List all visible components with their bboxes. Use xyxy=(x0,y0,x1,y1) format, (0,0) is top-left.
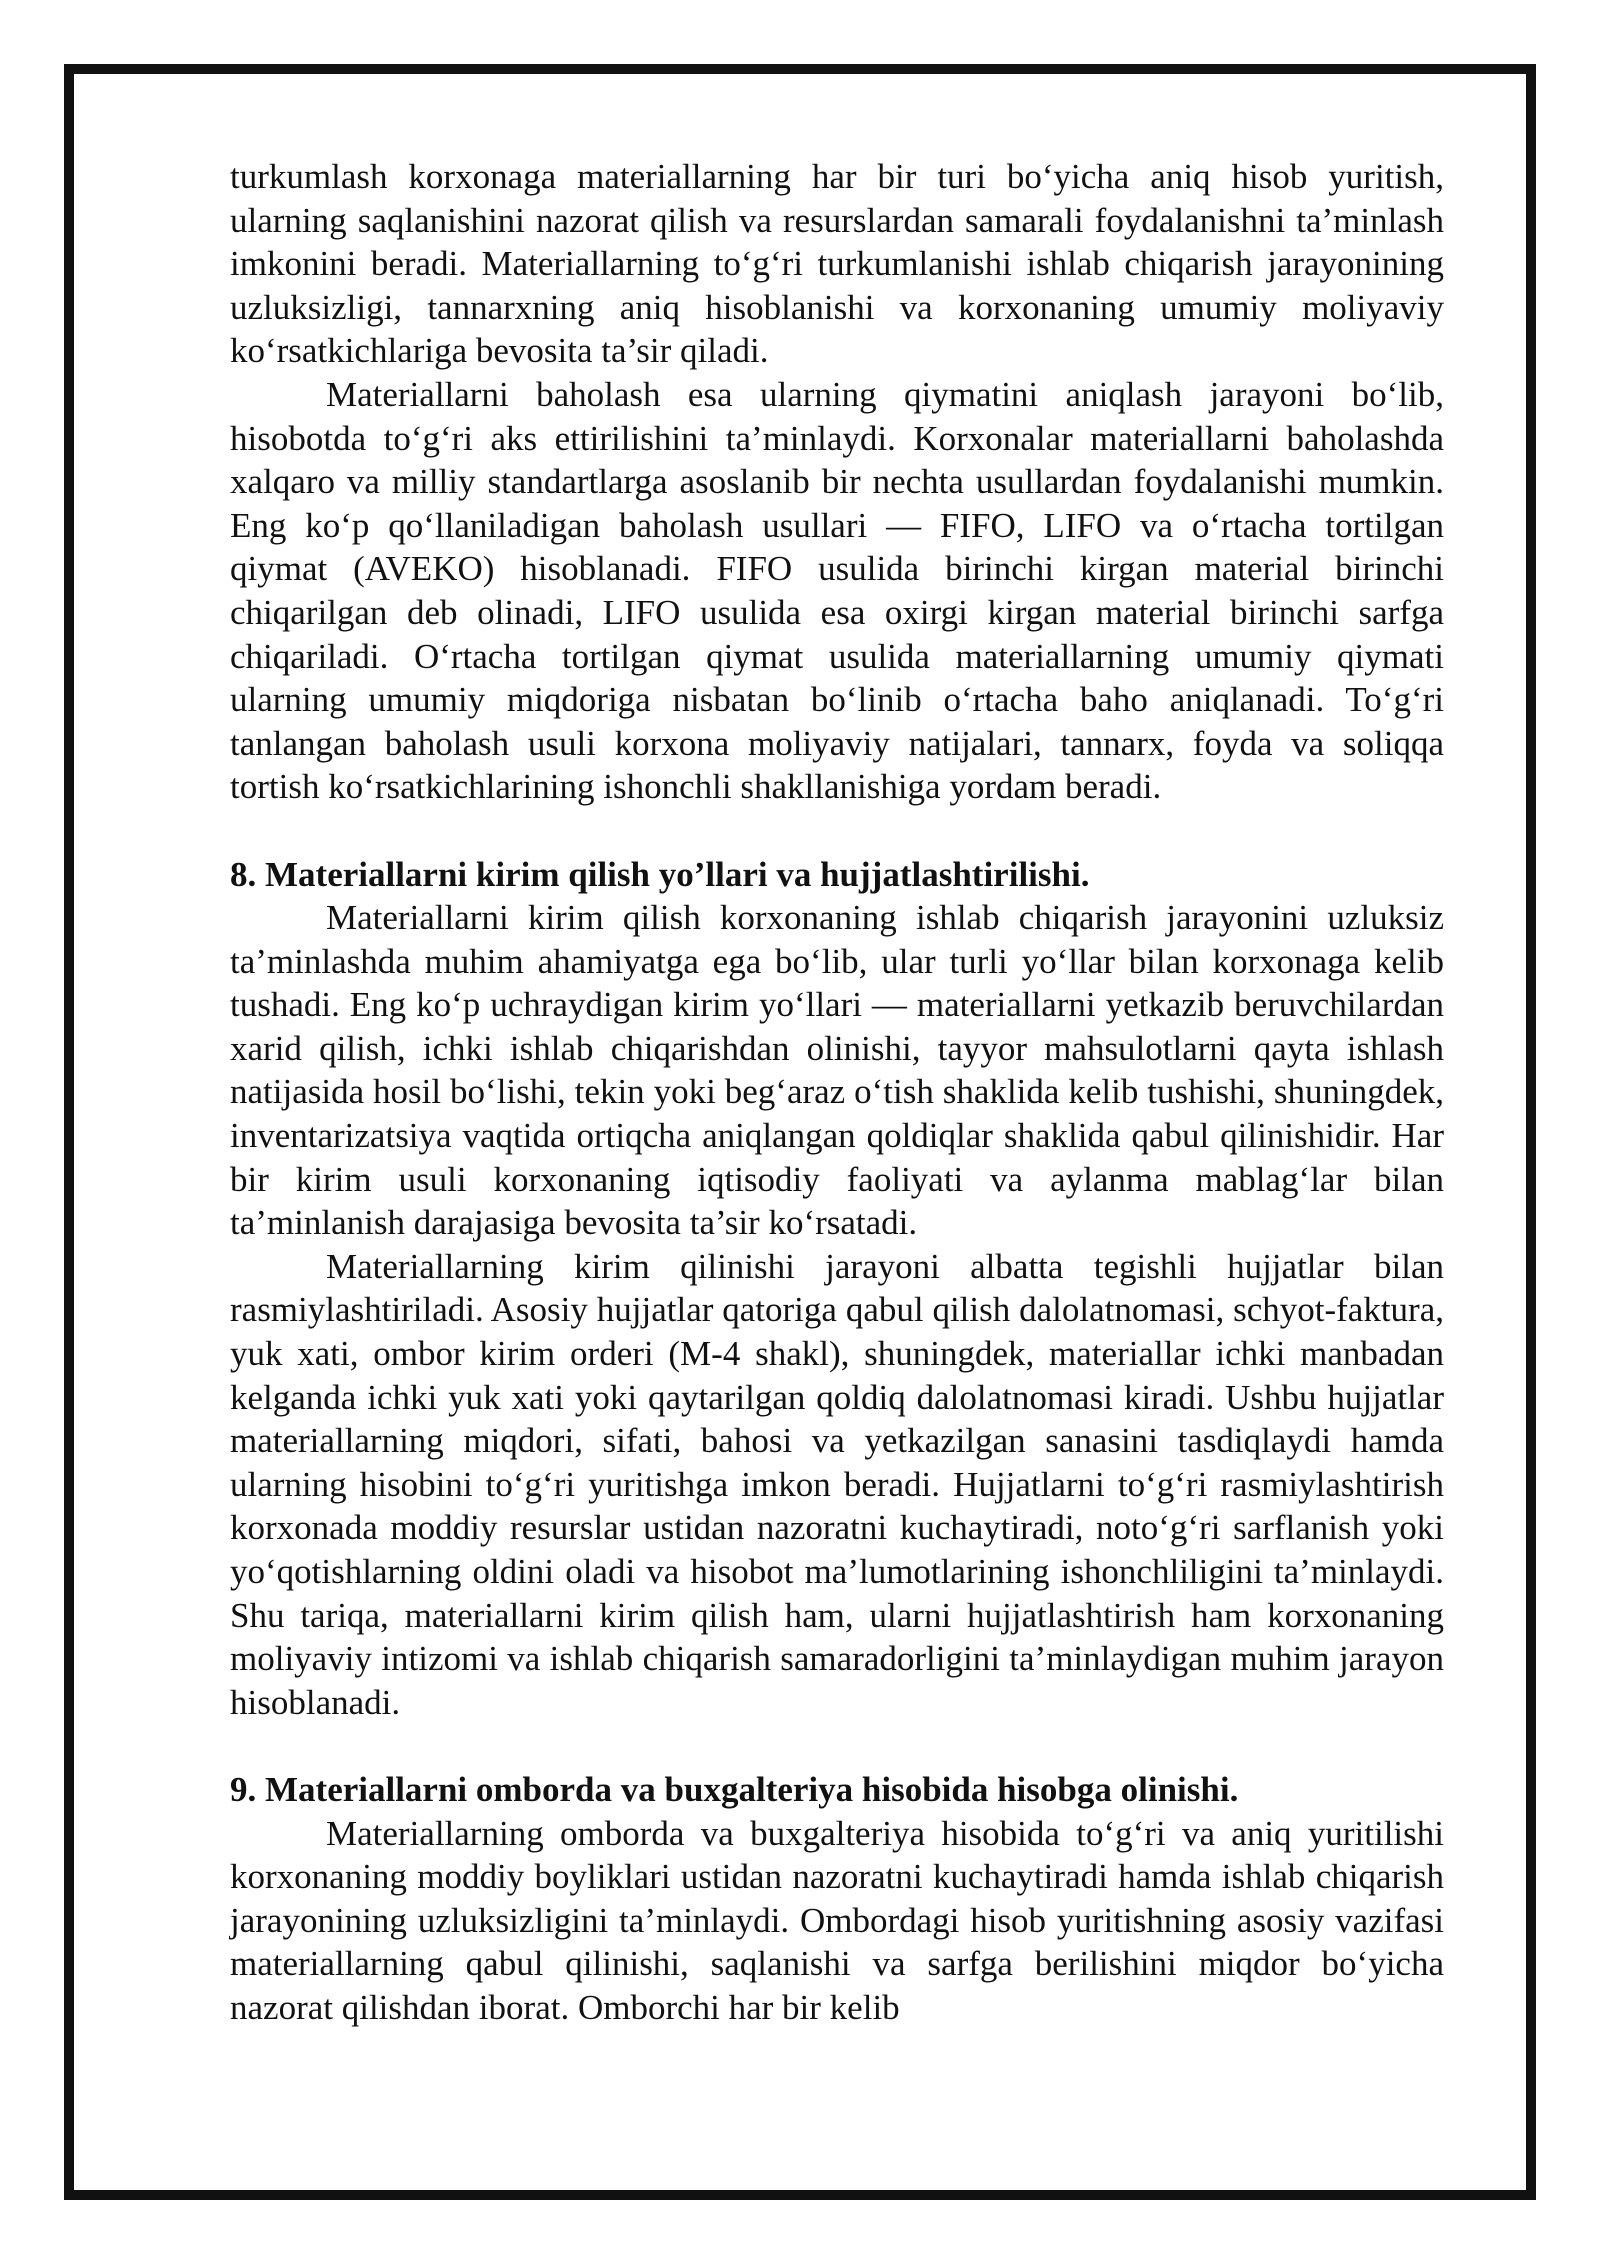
document-body xyxy=(230,155,1444,2030)
paragraph-intro-1: turkumlash korxonaga materiallarning har bir turi bo‘yicha aniq hisob yuritish, ularning saqlanishini nazorat qilish va resurslardan samarali foydalanishni ta’minlash imkonini beradi. Materiallarning to‘g‘ri turkumlanishi ishlab chiqarish jarayonining uzluksizligi, tannarxning aniq hisoblanishi va korxonaning umumiy moliyaviy ko‘rsatkichlariga bevosita ta’sir qiladi. xyxy=(230,157,1444,371)
paragraph-intro-2: Materiallarni baholash esa ularning qiymatini aniqlash jarayoni bo‘lib, hisobotda to‘g‘ri aks ettirilishini ta’minlaydi. Korxonalar materiallarni baholashda xalqaro va milliy standartlarga asoslanib bir nechta usullardan foydalanishi mumkin. Eng ko‘p qo‘llaniladigan baholash usullari — FIFO, LIFO va o‘rtacha tortilgan qiymat (AVEKO) hisoblanadi. FIFO usulida birinchi kirgan material birinchi chiqarilgan deb olinadi, LIFO usulida esa oxirgi kirgan material birinchi sarfga chiqariladi. O‘rtacha tortilgan qiymat usulida materiallarning umumiy qiymati ularning umumiy miqdoriga nisbatan bo‘linib o‘rtacha baho aniqlanadi. To‘g‘ri tanlangan baholash usuli korxona moliyaviy natijalari, tannarx, foyda va soliqqa tortish ko‘rsatkichlarining ishonchli shakllanishiga yordam beradi. xyxy=(230,374,1444,807)
section-8-paragraph-1: Materiallarni kirim qilish korxonaning ishlab chiqarish jarayonini uzluksiz ta’minlashda muhim ahamiyatga ega bo‘lib, ular turli yo‘llar bilan korxonaga kelib tushadi. Eng ko‘p uchraydigan kirim yo‘llari — materiallarni yetkazib beruvchilardan xarid qilish, ichki ishlab chiqarishdan olinishi, tayyor mahsulotlarni qayta ishlash natijasida hosil bo‘lishi, tekin yoki beg‘araz o‘tish shaklida kelib tushishi, shuningdek, inventarizatsiya vaqtida ortiqcha aniqlangan qoldiqlar shaklida qabul qilinishidir. Har bir kirim usuli korxonaning iqtisodiy faoliyati va aylanma mablag‘lar bilan ta’minlanish darajasiga bevosita ta’sir ko‘rsatadi. xyxy=(230,898,1444,1243)
section-9-heading: 9. Materiallarni omborda va buxgalteriya hisobida hisobga olinishi. xyxy=(230,1769,1239,1809)
section-8-paragraph-2: Materiallarning kirim qilinishi jarayoni albatta tegishli hujjatlar bilan rasmiylashtiriladi. Asosiy hujjatlar qatoriga qabul qilish dalolatnomasi, schyot-faktura, yuk xati, ombor kirim orderi (M-4 shakl), shuningdek, materiallar ichki manbadan kelganda ichki yuk xati yoki qaytarilgan qoldiq dalolatnomasi kiradi. Ushbu hujjatlar materiallarning miqdori, sifati, bahosi va yetkazilgan sanasini tasdiqlaydi hamda ularning hisobini to‘g‘ri yuritishga imkon beradi. Hujjatlarni to‘g‘ri rasmiylashtirish korxonada moddiy resurslar ustidan nazoratni kuchaytiradi, noto‘g‘ri sarflanish yoki yo‘qotishlarning oldini oladi va hisobot ma’lumotlarining ishonchliligini ta’minlaydi. Shu tariqa, materiallarni kirim qilish ham, ularni hujjatlashtirish ham korxonaning moliyaviy intizomi va ishlab chiqarish samaradorligini ta’minlaydigan muhim jarayon hisoblanadi. xyxy=(230,1246,1444,1722)
section-9-paragraph-1: Materiallarning omborda va buxgalteriya hisobida to‘g‘ri va aniq yuritilishi korxonaning moddiy boyliklari ustidan nazoratni kuchaytiradi hamda ishlab chiqarish jarayonining uzluksizligini ta’minlaydi. Ombordagi hisob yuritishning asosiy vazifasi materiallarning qabul qilinishi, saqlanishi va sarfga berilishini miqdor bo‘yicha nazorat qilishdan iborat. Omborchi har bir kelib xyxy=(230,1813,1444,2027)
section-8-heading: 8. Materiallarni kirim qilish yo’llari va hujjatlashtirilishi. xyxy=(230,854,1090,894)
